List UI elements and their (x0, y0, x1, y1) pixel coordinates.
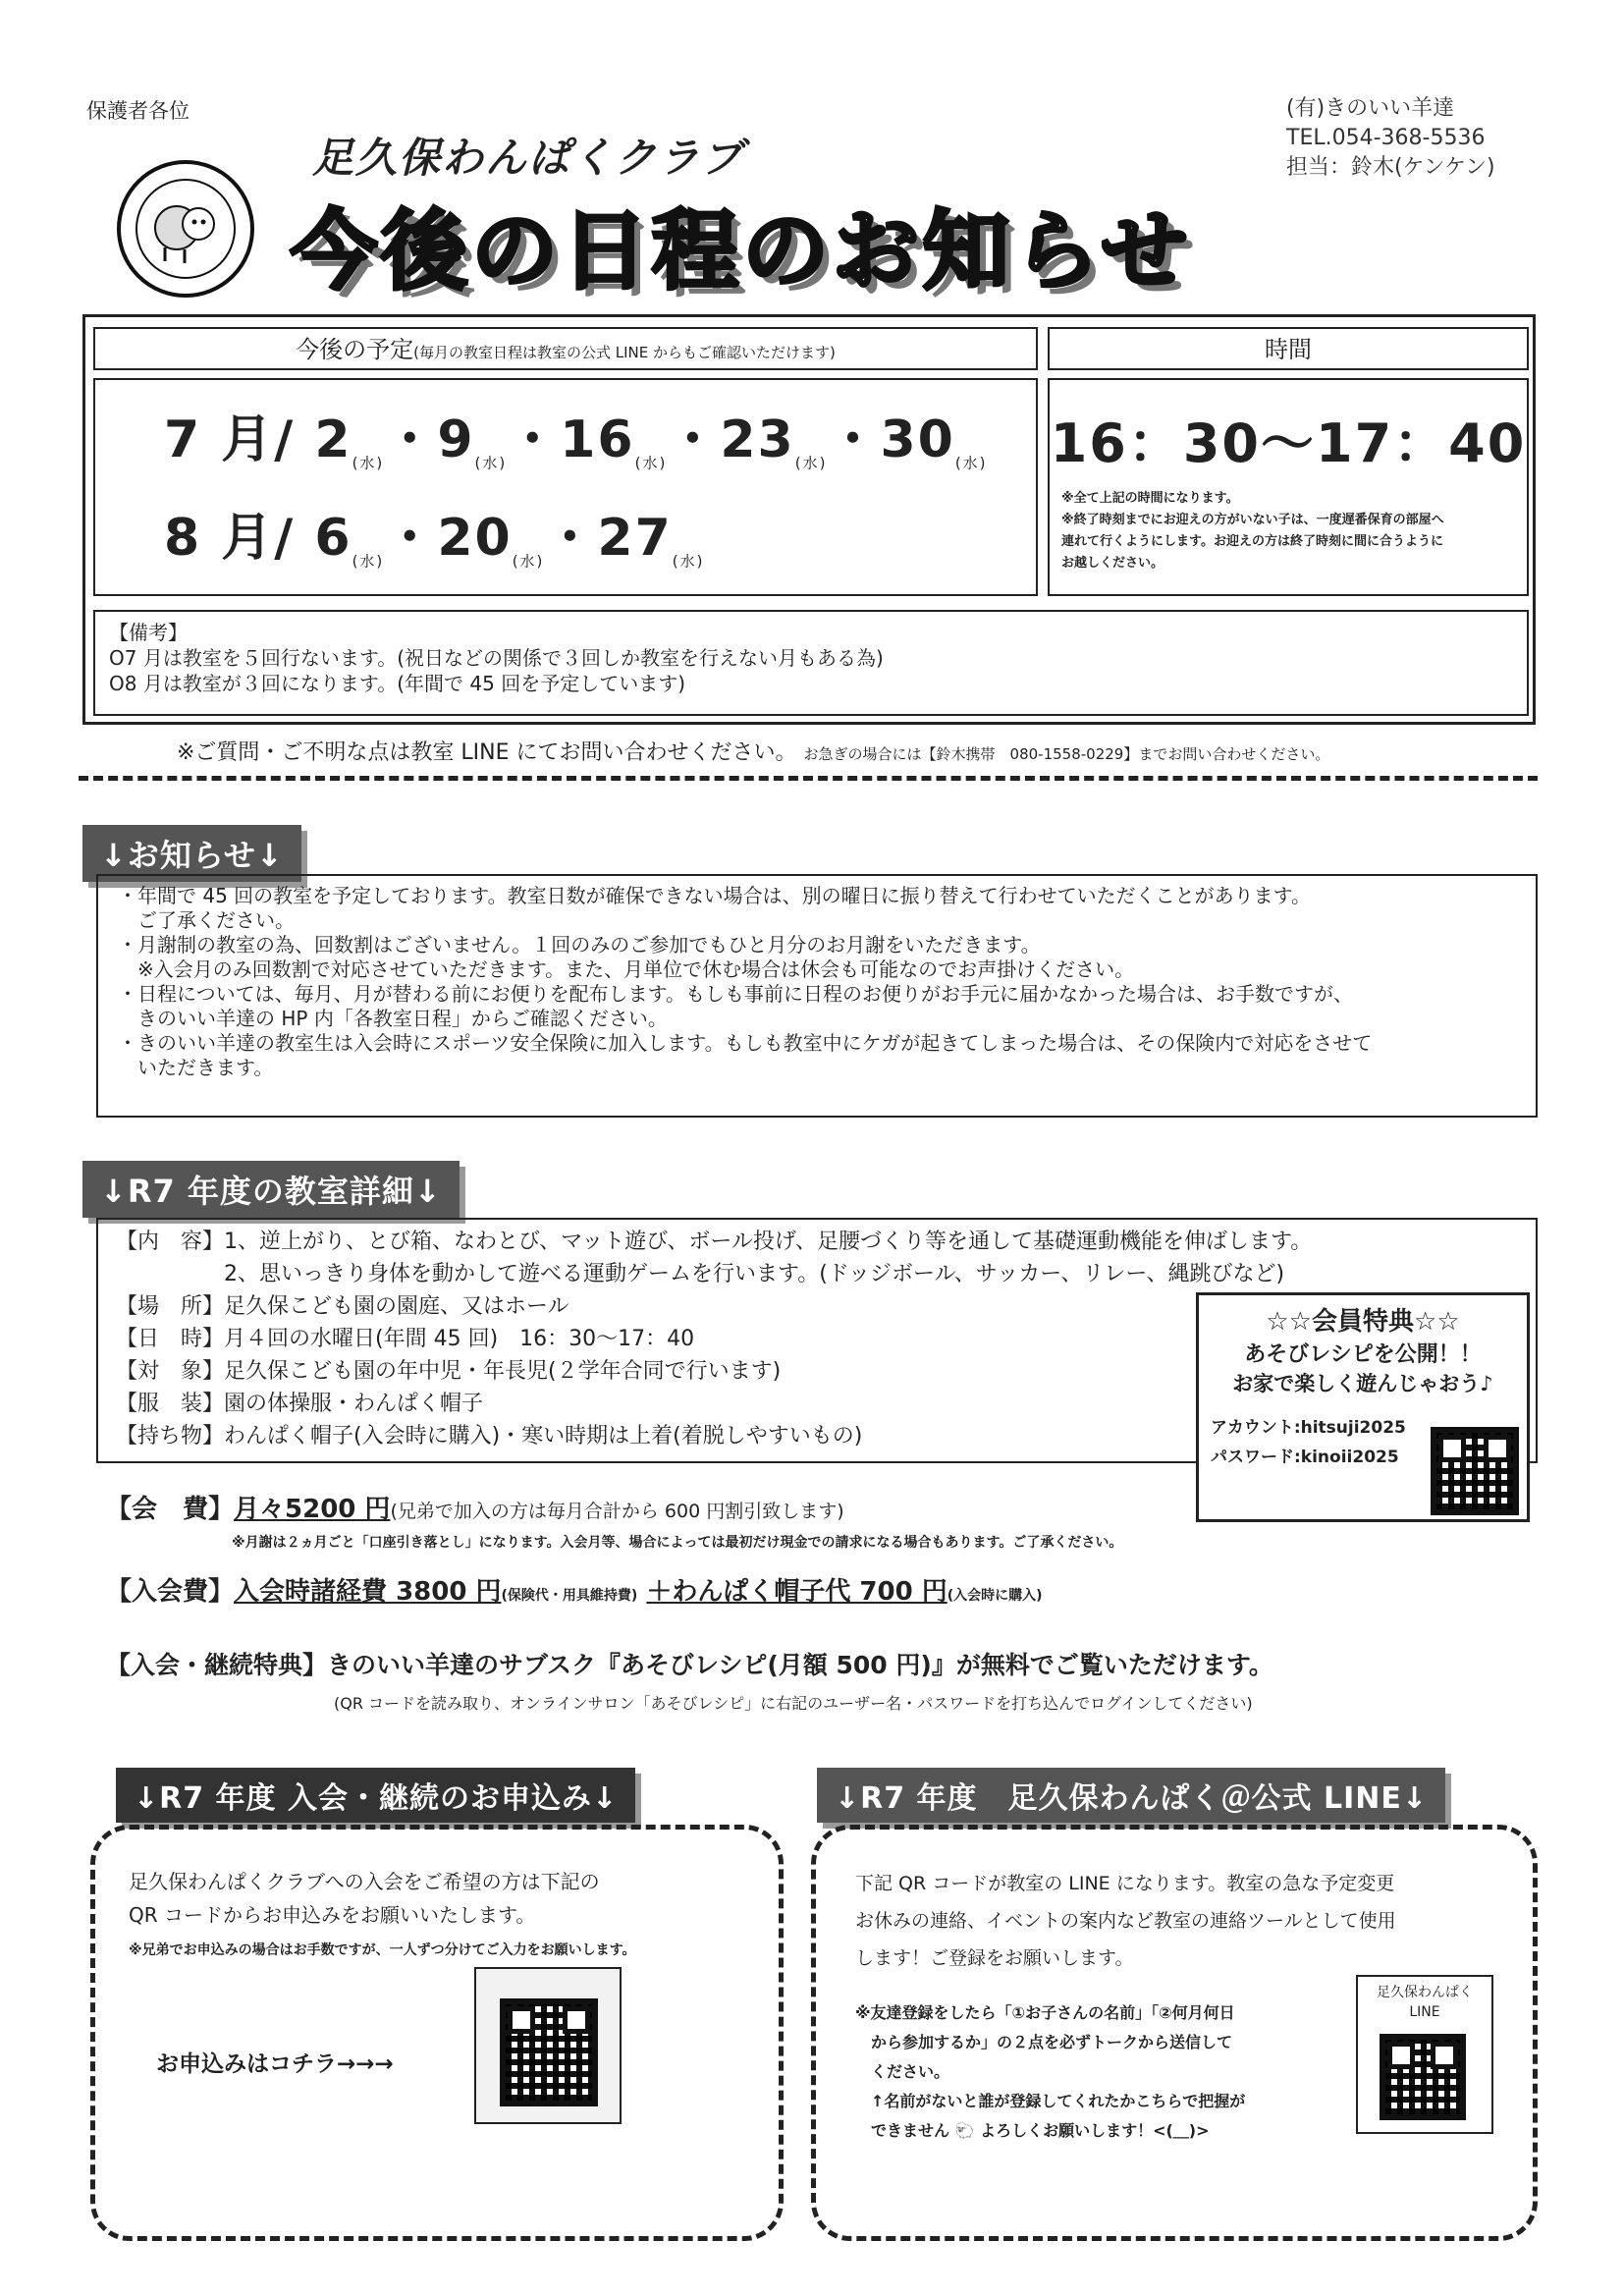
member-line2: お家で楽しく遊んじゃおう♪ (1232, 1372, 1493, 1395)
plan-header (93, 327, 1038, 370)
details-title: ↓R7 年度の教室詳細↓ (82, 1161, 460, 1218)
schedule-table (82, 314, 1536, 725)
weekday: (水) (672, 552, 705, 571)
plan-label: 今後の予定 (296, 336, 414, 363)
sheep-logo-icon (116, 159, 255, 299)
line-info: します！ご登録をお願いします。 (855, 1947, 1134, 1969)
apply-box (90, 1825, 784, 2241)
line-info: お休みの連絡、イベントの案内など教室の連絡ツールとして使用 (855, 1910, 1396, 1932)
remarks-label: 【備考】 (109, 621, 188, 644)
entry-plus: ＋わんぱく帽子代 700 円 (646, 1577, 947, 1607)
member-password: パスワード:kinoii2025 (1211, 1448, 1399, 1467)
date-item: 27 (597, 509, 673, 568)
detail-row: 【服 装】園の体操服・わんぱく帽子 (116, 1392, 484, 1416)
date-item: 2 (314, 410, 352, 469)
fee-value: 月々5200 円 (234, 1495, 391, 1524)
page-title: 今後の日程のお知らせ (291, 200, 1192, 301)
member-title: ☆☆会員特典☆☆ (1266, 1307, 1460, 1337)
apply-title: ↓R7 年度 入会・継続のお申込み↓ (116, 1768, 635, 1823)
notice-line: ご了承ください。 (118, 908, 295, 932)
line-note: ください。 (855, 2062, 950, 2081)
line-note: から参加するか」の２点を必ずトークから送信して (855, 2033, 1233, 2051)
notice-line: ・月謝制の教室の為、回数割はございません。１回のみのご参加でもひと月分のお月謝をいただきます。 (118, 933, 1041, 957)
date-item: 9 (437, 410, 475, 469)
line-note: できません 🐑 よろしくお願いします！<(＿)> (855, 2121, 1210, 2140)
member-qr-code-icon[interactable] (1431, 1427, 1519, 1515)
notice-line: ・年間で 45 回の教室を予定しております。教室日数が確保できない場合は、別の曜日に振り替えて行わせていただくことがあります。 (118, 884, 1311, 907)
entry-value: 入会時諸経費 3800 円 (234, 1577, 502, 1607)
line-qr-caption: 足久保わんぱく (1377, 1985, 1473, 2000)
remarks-cell (93, 610, 1529, 716)
apply-line: QR コードからお申込みをお願いいたします。 (129, 1903, 536, 1927)
notice-line: ・きのいい羊達の教室生は入会時にスポーツ安全保険に加入します。もしも教室中にケガが起きてしまった場合は、その保険内で対応をさせて (118, 1031, 1373, 1055)
notice-title: ↓お知らせ↓ (82, 825, 301, 882)
line-qr-code-icon[interactable] (1380, 2034, 1466, 2120)
entry-note: (保険代・用具維持費) (501, 1588, 638, 1604)
line-qr-caption: LINE (1409, 2004, 1440, 2020)
recipient-label: 保護者各位 (86, 99, 189, 123)
notice-box (96, 874, 1538, 1118)
detail-row: 2、思いっきり身体を動かして遊べる運動ゲームを行います。(ドッジボール、サッカー、リレー、縄跳びなど) (116, 1262, 1285, 1286)
date-item: 30 (880, 410, 955, 469)
member-benefit-box (1196, 1292, 1530, 1522)
company-tel: TEL.054-368-5536 (1286, 126, 1486, 150)
time-notes (1061, 488, 1444, 574)
fee-row (106, 1489, 844, 1525)
entry-label: 【入会費】 (106, 1577, 235, 1607)
time-note: ※全て上記の時間になります。 (1061, 491, 1239, 506)
company-staff: 担当：鈴木(ケンケン) (1286, 155, 1495, 180)
club-name: 足久保わんぱくクラブ (312, 134, 745, 182)
date-item: 23 (720, 410, 795, 469)
time-value: 16：30～17：40 (1050, 412, 1527, 474)
july-dates: 7 月/ $2_{(水)}$・$9_{(水)}$・$16_{(水)}$・$23_{(水)}$・$30_{(水)}$ (164, 410, 988, 472)
contact-sub: お急ぎの場合には【鈴木携帯 080-1558-0229】までお問い合わせください。 (803, 745, 1330, 763)
august-dates: 8 月/ $6_{(水)}$・$20_{(水)}$・$27_{(水)}$ (164, 509, 705, 571)
line-title: ↓R7 年度 足久保わんぱく＠公式 LINE↓ (817, 1768, 1445, 1823)
detail-row: 【持ち物】わんぱく帽子(入会時に購入)・寒い時期は上着(着脱しやすいもの) (116, 1424, 863, 1449)
apply-text (129, 1865, 600, 1932)
date-item: 6 (314, 509, 352, 568)
weekday: (水) (352, 454, 385, 472)
weekday: (水) (634, 454, 668, 472)
notice-line: ※入会月のみ回数割で対応させていただきます。また、月単位で休む場合は休会も可能なのでお声掛けください。 (118, 957, 1135, 981)
notice-line: いただきます。 (118, 1056, 274, 1079)
date-item: 16 (560, 410, 635, 469)
time-note: ※終了時刻までにお迎えの方がいない子は、一度遅番保育の部屋へ (1061, 513, 1444, 527)
company-info (1286, 94, 1495, 183)
weekday: (水) (352, 552, 385, 571)
weekday: (水) (474, 454, 508, 472)
dates-cell (93, 378, 1038, 596)
plan-note: (毎月の教室日程は教室の公式 LINE からもご確認いただけます) (413, 344, 836, 361)
line-notes (855, 1998, 1245, 2146)
line-note: ※友達登録をしたら「①お子さんの名前」「②何月何日 (855, 2003, 1235, 2022)
member-account: アカウント:hitsuji2025 (1211, 1418, 1406, 1438)
entry-note2: (入会時に購入) (947, 1588, 1043, 1604)
time-note: 連れて行くようにします。お迎えの方は終了時刻に間に合うように (1061, 534, 1443, 549)
apply-qr-frame (474, 1967, 622, 2124)
contact-line (177, 736, 1329, 766)
notice-line: きのいい羊達の HP 内「各教室日程」からご確認ください。 (118, 1007, 668, 1030)
time-note: お越しください。 (1061, 556, 1164, 571)
divider (79, 776, 1538, 781)
weekday: (水) (512, 552, 545, 571)
apply-cta: お申込みはコチラ→→→ (156, 2051, 394, 2077)
detail-row: 【対 象】足久保こども園の年中児・年長児(２学年合同で行います) (116, 1359, 782, 1384)
benefit-note: (QR コードを読み取り、オンラインサロン「あそびレシピ」に右記のユーザー名・パスワードを打ち込んでログインしてください) (334, 1694, 1253, 1713)
fee-note: (兄弟で加入の方は毎月合計から 600 円割引致します) (390, 1501, 844, 1522)
august-month: 8 月/ (164, 509, 296, 568)
line-text (855, 1865, 1396, 1977)
fee-fine-print: ※月謝は２ヵ月ごと「口座引き落とし」になります。入会月等、場合によっては最初だけ現金での請求になる場合もあります。ご了承ください。 (232, 1535, 1123, 1551)
remark-line: O7 月は教室を５回行ないます。(祝日などの関係で３回しか教室を行えない月もある為) (109, 646, 884, 670)
entry-fee-row (106, 1571, 1043, 1608)
weekday: (水) (794, 454, 828, 472)
contact-main: ※ご質問・ご不明な点は教室 LINE にてお問い合わせください。 (177, 740, 797, 765)
remark-line: O8 月は教室が３回になります。(年間で 45 回を予定しています) (109, 672, 685, 695)
line-info: 下記 QR コードが教室の LINE になります。教室の急な予定変更 (855, 1873, 1395, 1894)
member-line1: あそびレシピを公開！！ (1244, 1342, 1482, 1367)
notice-line: ・日程については、毎月、月が替わる前にお便りを配布します。もしも事前に日程のお便りがお手元に届かなかった場合は、お手数ですが、 (118, 982, 1353, 1006)
apply-note: ※兄弟でお申込みの場合はお手数ですが、一人ずつ分けてご入力をお願いします。 (129, 1942, 636, 1958)
line-box (811, 1825, 1538, 2241)
detail-row: 【場 所】足久保こども園の園庭、又はホール (116, 1294, 569, 1319)
benefit-row: 【入会・継続特典】きのいい羊達のサブスク『あそびレシピ(月額 500 円)』が無料でご覧いただけます。 (106, 1651, 1273, 1679)
july-month: 7 月/ (164, 410, 296, 469)
company-name: (有)きのいい羊達 (1286, 96, 1455, 121)
detail-row: 【内 容】1、逆上がり、とび箱、なわとび、マット遊び、ボール投げ、足腰づくり等を通して基礎運動機能を伸ばします。 (116, 1230, 1313, 1254)
date-item: 20 (437, 509, 513, 568)
time-cell (1048, 378, 1529, 596)
line-note: ↑名前がないと誰が登録してくれたかこちらで把握が (855, 2092, 1246, 2110)
time-header: 時間 (1048, 327, 1529, 370)
apply-line: 足久保わんぱくクラブへの入会をご希望の方は下記の (129, 1870, 600, 1893)
weekday: (水) (954, 454, 988, 472)
line-qr-frame (1356, 1975, 1493, 2134)
apply-qr-code-icon[interactable] (500, 1998, 598, 2106)
fee-label: 【会 費】 (106, 1495, 235, 1524)
detail-row: 【日 時】月４回の水曜日(年間 45 回) 16：30～17：40 (116, 1327, 695, 1351)
